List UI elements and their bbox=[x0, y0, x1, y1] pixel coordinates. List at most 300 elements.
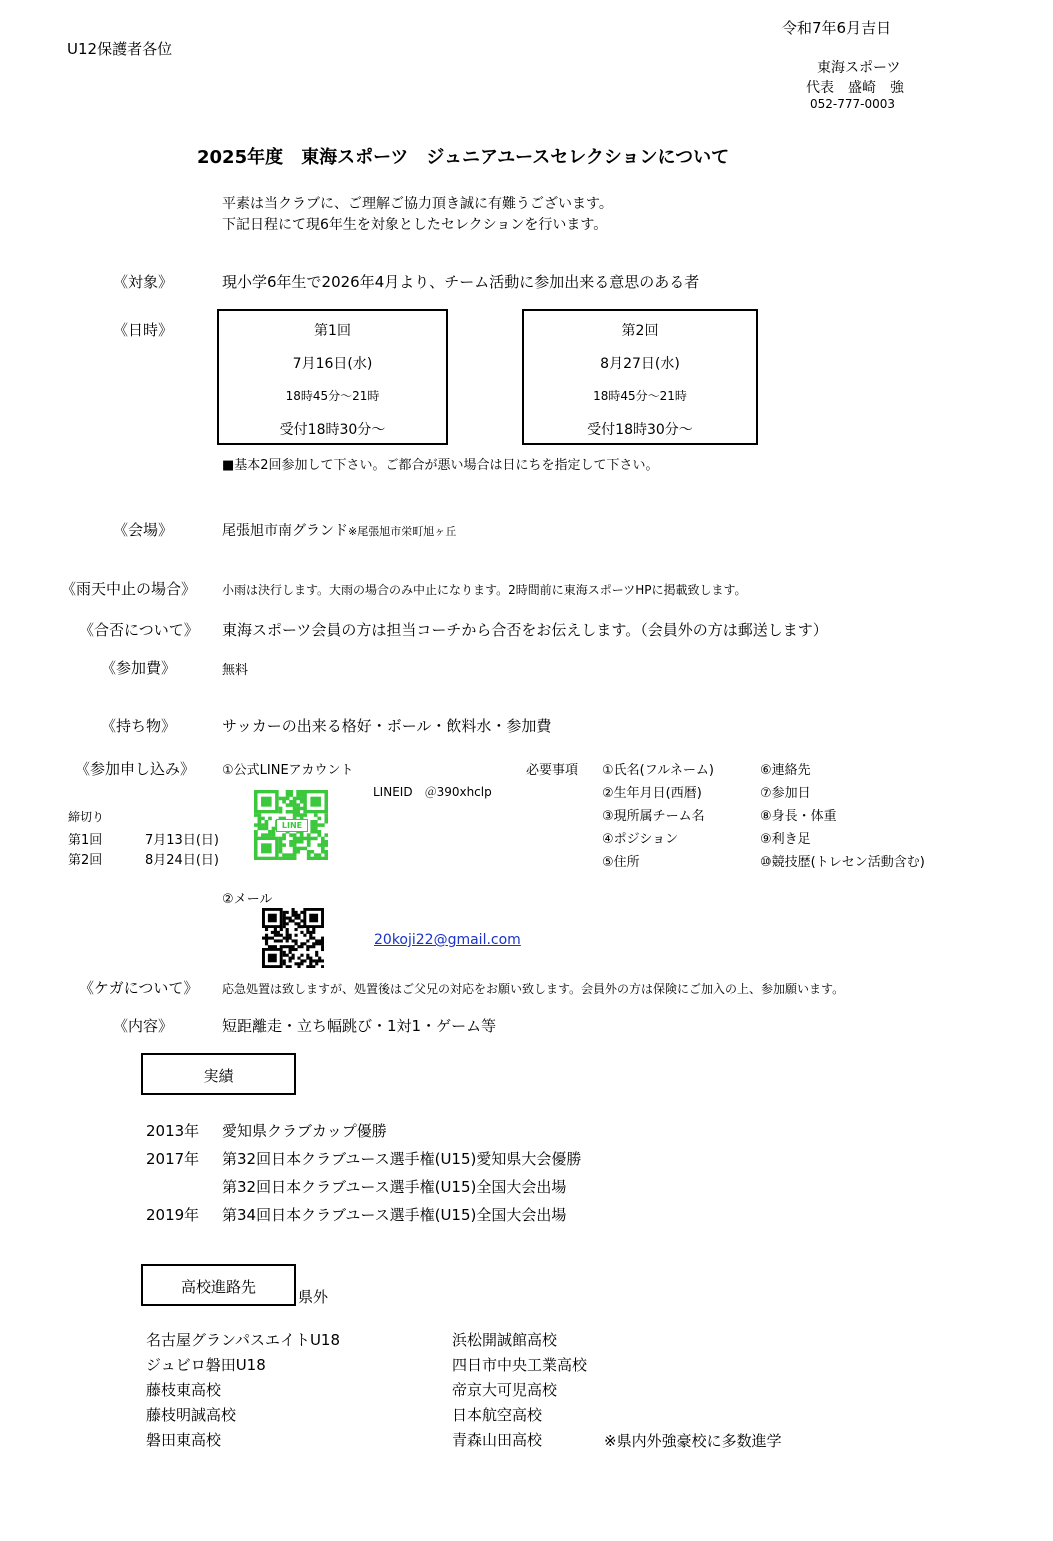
qr-finder bbox=[261, 797, 272, 807]
qr-module bbox=[300, 833, 304, 837]
session-2-box bbox=[522, 309, 758, 445]
required-item: ⑥連絡先 bbox=[760, 763, 811, 778]
qr-module bbox=[289, 951, 292, 954]
qr-module bbox=[300, 919, 303, 922]
qr-module bbox=[254, 823, 258, 827]
qr-module bbox=[286, 810, 290, 814]
qr-module bbox=[293, 800, 297, 804]
qr-module bbox=[282, 800, 286, 804]
qr-module bbox=[318, 959, 321, 962]
qr-module bbox=[293, 853, 297, 857]
qr-module bbox=[312, 965, 315, 968]
qr-module bbox=[306, 948, 309, 951]
qr-module bbox=[293, 847, 297, 851]
qr-module bbox=[261, 827, 265, 831]
qr-module bbox=[294, 928, 297, 931]
qr-module bbox=[282, 843, 286, 847]
qr-module bbox=[289, 937, 292, 940]
qr-module bbox=[321, 939, 324, 942]
qr-module bbox=[289, 793, 293, 797]
schedule-note: ■基本2回参加して下さい。ご都合が悪い場合は日にちを指定して下さい。 bbox=[222, 458, 659, 473]
qr-module bbox=[293, 857, 297, 860]
result-text: 東海スポーツ会員の方は担当コーチから合否をお伝えします。（会員外の方は郵送します） bbox=[222, 621, 828, 639]
page-title: 2025年度 東海スポーツ ジュニアユースセレクションについて bbox=[197, 147, 730, 168]
qr-module bbox=[315, 962, 318, 965]
qr-module bbox=[289, 800, 293, 804]
qr-module bbox=[258, 820, 262, 824]
qr-module bbox=[279, 797, 283, 801]
qr-module bbox=[294, 942, 297, 945]
qr-module bbox=[280, 934, 283, 937]
qr-module bbox=[289, 965, 292, 968]
qr-module bbox=[300, 800, 304, 804]
qr-module bbox=[283, 945, 286, 948]
qr-module bbox=[280, 939, 283, 942]
recipient: U12保護者各位 bbox=[67, 40, 173, 58]
qr-module bbox=[309, 959, 312, 962]
qr-module bbox=[286, 790, 290, 794]
qr-module bbox=[265, 820, 269, 824]
injury-label: 《ケガについて》 bbox=[79, 979, 199, 997]
qr-module bbox=[309, 934, 312, 937]
qr-module bbox=[283, 917, 286, 920]
qr-module bbox=[265, 928, 268, 931]
mail-label: ②メール bbox=[222, 892, 273, 907]
qr-module bbox=[286, 934, 289, 937]
qr-module bbox=[271, 937, 274, 940]
qr-module bbox=[268, 833, 272, 837]
fee-label: 《参加費》 bbox=[101, 659, 177, 677]
qr-module bbox=[307, 840, 311, 844]
qr-module bbox=[286, 853, 290, 857]
qr-module bbox=[272, 830, 276, 834]
schools-note: ※県内外強豪校に多数進学 bbox=[604, 1432, 782, 1450]
qr-module bbox=[300, 942, 303, 945]
qr-module bbox=[261, 817, 265, 821]
qr-module bbox=[297, 965, 300, 968]
deadline-1-round: 第1回 bbox=[68, 833, 103, 848]
qr-module bbox=[303, 847, 307, 851]
qr-module bbox=[307, 837, 311, 841]
qr-module bbox=[324, 813, 328, 817]
qr-module bbox=[277, 939, 280, 942]
achievement-text: 第32回日本クラブユース選手権(U15)全国大会出場 bbox=[222, 1178, 567, 1196]
qr-module bbox=[294, 939, 297, 942]
qr-module bbox=[265, 942, 268, 945]
qr-module bbox=[306, 931, 309, 934]
qr-module bbox=[289, 833, 293, 837]
qr-module bbox=[314, 813, 318, 817]
qr-module bbox=[321, 850, 325, 854]
qr-module bbox=[300, 959, 303, 962]
qr-module bbox=[321, 959, 324, 962]
line-account-label: ①公式LINEアカウント bbox=[222, 763, 354, 778]
qr-module bbox=[296, 850, 300, 854]
required-item: ⑤住所 bbox=[602, 855, 640, 870]
qr-module bbox=[294, 917, 297, 920]
qr-module bbox=[265, 827, 269, 831]
qr-module bbox=[321, 843, 325, 847]
mail-qr-code-icon[interactable] bbox=[262, 908, 324, 968]
qr-module bbox=[306, 957, 309, 960]
org-name: 東海スポーツ bbox=[817, 60, 901, 76]
qr-module bbox=[317, 853, 321, 857]
qr-module bbox=[282, 857, 286, 860]
qr-module bbox=[324, 820, 328, 824]
qr-module bbox=[274, 928, 277, 931]
qr-module bbox=[294, 962, 297, 965]
qr-module bbox=[315, 951, 318, 954]
qr-module bbox=[315, 942, 318, 945]
qr-module bbox=[294, 922, 297, 925]
session-2-name: 第2回 bbox=[621, 323, 659, 339]
qr-module bbox=[317, 857, 321, 860]
qr-module bbox=[303, 942, 306, 945]
qr-module bbox=[280, 945, 283, 948]
target-text: 現小学6年生で2026年4月より、チーム活動に参加出来る意思のある者 bbox=[222, 273, 700, 291]
qr-module bbox=[261, 823, 265, 827]
qr-module bbox=[318, 957, 321, 960]
qr-module bbox=[318, 939, 321, 942]
schools-sub-label: 県外 bbox=[298, 1288, 329, 1306]
qr-module bbox=[300, 954, 303, 957]
qr-module bbox=[289, 959, 292, 962]
qr-module bbox=[312, 945, 315, 948]
school-item: 帝京大可児高校 bbox=[452, 1381, 558, 1399]
phone-number: 052-777-0003 bbox=[810, 97, 896, 111]
qr-module bbox=[254, 813, 258, 817]
qr-module bbox=[310, 857, 314, 860]
qr-module bbox=[268, 945, 271, 948]
qr-module bbox=[289, 917, 292, 920]
required-item: ②生年月日(西暦) bbox=[602, 786, 702, 801]
qr-finder bbox=[309, 914, 318, 923]
qr-module bbox=[307, 853, 311, 857]
qr-module bbox=[279, 837, 283, 841]
qr-module bbox=[314, 827, 318, 831]
qr-module bbox=[296, 837, 300, 841]
qr-module bbox=[289, 810, 293, 814]
qr-module bbox=[294, 914, 297, 917]
qr-module bbox=[309, 931, 312, 934]
qr-module bbox=[282, 833, 286, 837]
qr-module bbox=[289, 853, 293, 857]
qr-module bbox=[286, 937, 289, 940]
deadline-2-date: 8月24日(日) bbox=[145, 853, 219, 868]
qr-module bbox=[310, 820, 314, 824]
qr-module bbox=[293, 813, 297, 817]
target-label: 《対象》 bbox=[113, 273, 174, 291]
achievement-year: 2013年 bbox=[146, 1122, 200, 1140]
required-item: ⑦参加日 bbox=[760, 786, 811, 801]
qr-module bbox=[289, 857, 293, 860]
qr-module bbox=[306, 928, 309, 931]
qr-module bbox=[296, 813, 300, 817]
qr-module bbox=[296, 797, 300, 801]
mail-qr-svg bbox=[262, 908, 324, 968]
qr-module bbox=[324, 850, 328, 854]
qr-module bbox=[272, 827, 276, 831]
content-label: 《内容》 bbox=[113, 1017, 174, 1035]
qr-module bbox=[303, 837, 307, 841]
school-item: 四日市中央工業高校 bbox=[452, 1356, 588, 1374]
qr-module bbox=[286, 793, 290, 797]
qr-module bbox=[279, 843, 283, 847]
qr-module bbox=[312, 937, 315, 940]
qr-module bbox=[283, 937, 286, 940]
qr-module bbox=[286, 928, 289, 931]
qr-module bbox=[279, 840, 283, 844]
qr-module bbox=[296, 807, 300, 811]
qr-module bbox=[310, 837, 314, 841]
qr-module bbox=[300, 807, 304, 811]
required-label: 必要事項 bbox=[526, 763, 579, 778]
school-item: 浜松開誠館高校 bbox=[452, 1331, 558, 1349]
qr-module bbox=[293, 797, 297, 801]
email-link[interactable]: 20koji22@gmail.com bbox=[374, 932, 521, 948]
qr-module bbox=[303, 934, 306, 937]
qr-module bbox=[272, 833, 276, 837]
qr-module bbox=[292, 948, 295, 951]
qr-module bbox=[310, 850, 314, 854]
required-item: ⑧身長・体重 bbox=[760, 809, 837, 824]
qr-module bbox=[258, 817, 262, 821]
fee-text: 無料 bbox=[222, 663, 249, 678]
qr-module bbox=[306, 945, 309, 948]
qr-module bbox=[312, 942, 315, 945]
schools-heading-box bbox=[141, 1264, 296, 1306]
qr-module bbox=[293, 803, 297, 807]
qr-module bbox=[321, 823, 325, 827]
items-text: サッカーの出来る格好・ボール・飲料水・参加費 bbox=[222, 717, 552, 735]
qr-module bbox=[324, 853, 328, 857]
representative: 代表 盛崎 強 bbox=[806, 80, 904, 96]
qr-module bbox=[265, 823, 269, 827]
qr-module bbox=[258, 827, 262, 831]
required-item: ③現所属チーム名 bbox=[602, 809, 705, 824]
venue-name: 尾張旭市南グランド bbox=[222, 523, 348, 539]
session-2-time: 18時45分～21時 bbox=[593, 389, 687, 403]
qr-module bbox=[300, 790, 304, 794]
qr-module bbox=[307, 850, 311, 854]
qr-module bbox=[309, 957, 312, 960]
qr-module bbox=[315, 939, 318, 942]
achievement-year: 2017年 bbox=[146, 1150, 200, 1168]
issue-date: 令和7年6月吉日 bbox=[782, 19, 892, 37]
qr-module bbox=[303, 959, 306, 962]
qr-module bbox=[286, 803, 290, 807]
qr-module bbox=[283, 959, 286, 962]
qr-module bbox=[283, 919, 286, 922]
qr-module bbox=[258, 823, 262, 827]
qr-module bbox=[292, 957, 295, 960]
qr-module bbox=[300, 925, 303, 928]
qr-module bbox=[268, 830, 272, 834]
qr-module bbox=[321, 965, 324, 968]
qr-module bbox=[321, 937, 324, 940]
qr-module bbox=[283, 911, 286, 914]
qr-module bbox=[294, 911, 297, 914]
qr-module bbox=[279, 847, 283, 851]
qr-module bbox=[279, 810, 283, 814]
session-1-time: 18時45分～21時 bbox=[285, 389, 380, 403]
required-item: ④ポジション bbox=[602, 832, 679, 847]
qr-module bbox=[274, 939, 277, 942]
result-label: 《合否について》 bbox=[79, 621, 199, 639]
qr-module bbox=[324, 833, 328, 837]
qr-module bbox=[294, 934, 297, 937]
qr-module bbox=[296, 847, 300, 851]
qr-module bbox=[265, 939, 268, 942]
qr-module bbox=[279, 850, 283, 854]
qr-module bbox=[292, 914, 295, 917]
qr-module bbox=[286, 911, 289, 914]
qr-module bbox=[307, 833, 311, 837]
qr-module bbox=[324, 840, 328, 844]
qr-module bbox=[300, 847, 304, 851]
qr-module bbox=[277, 931, 280, 934]
qr-module bbox=[300, 793, 304, 797]
qr-module bbox=[286, 954, 289, 957]
qr-module bbox=[280, 928, 283, 931]
session-1-date: 7月16日(水) bbox=[292, 356, 373, 372]
session-2-date: 8月27日(水) bbox=[600, 356, 680, 372]
qr-module bbox=[296, 803, 300, 807]
required-item: ①氏名(フルネーム) bbox=[602, 763, 714, 778]
school-item: 名古屋グランパスエイトU18 bbox=[146, 1331, 341, 1349]
qr-module bbox=[286, 857, 290, 860]
qr-module bbox=[274, 934, 277, 937]
qr-module bbox=[293, 833, 297, 837]
qr-module bbox=[324, 843, 328, 847]
qr-module bbox=[317, 843, 321, 847]
qr-module bbox=[286, 797, 290, 801]
qr-module bbox=[289, 803, 293, 807]
qr-module bbox=[321, 942, 324, 945]
qr-module bbox=[254, 830, 258, 834]
qr-module bbox=[286, 931, 289, 934]
qr-module bbox=[300, 840, 304, 844]
qr-module bbox=[271, 931, 274, 934]
venue-text bbox=[222, 520, 456, 540]
qr-module bbox=[279, 807, 283, 811]
school-item: ジュビロ磐田U18 bbox=[146, 1356, 266, 1374]
qr-module bbox=[283, 922, 286, 925]
qr-module bbox=[321, 840, 325, 844]
qr-module bbox=[289, 919, 292, 922]
qr-module bbox=[283, 914, 286, 917]
qr-module bbox=[317, 817, 321, 821]
qr-finder bbox=[261, 843, 272, 853]
qr-module bbox=[314, 820, 318, 824]
qr-module bbox=[297, 914, 300, 917]
qr-module bbox=[282, 797, 286, 801]
qr-module bbox=[300, 945, 303, 948]
qr-module bbox=[277, 934, 280, 937]
line-qr-code-icon[interactable] bbox=[254, 790, 328, 860]
qr-module bbox=[296, 790, 300, 794]
qr-module bbox=[283, 954, 286, 957]
qr-module bbox=[314, 823, 318, 827]
qr-module bbox=[294, 948, 297, 951]
qr-module bbox=[268, 937, 271, 940]
qr-module bbox=[307, 857, 311, 860]
session-1-box bbox=[217, 309, 448, 445]
intro-line-1: 平素は当クラブに、ご理解ご協力頂き誠に有難うございます。 bbox=[222, 196, 613, 212]
qr-module bbox=[321, 857, 325, 860]
line-id: LINEID ＠390xhclp bbox=[373, 785, 492, 799]
qr-module bbox=[297, 945, 300, 948]
qr-module bbox=[293, 843, 297, 847]
qr-module bbox=[282, 837, 286, 841]
qr-module bbox=[282, 853, 286, 857]
qr-module bbox=[300, 911, 303, 914]
qr-module bbox=[317, 823, 321, 827]
qr-module bbox=[312, 959, 315, 962]
qr-module bbox=[306, 965, 309, 968]
schedule-label: 《日時》 bbox=[113, 321, 174, 339]
qr-module bbox=[286, 945, 289, 948]
content-text: 短距離走・立ち幅跳び・1対1・ゲーム等 bbox=[222, 1017, 497, 1035]
qr-module bbox=[268, 817, 272, 821]
intro-line-2: 下記日程にて現6年生を対象としたセレクションを行います。 bbox=[222, 217, 608, 233]
deadline-1-date: 7月13日(日) bbox=[145, 833, 219, 848]
qr-module bbox=[296, 793, 300, 797]
line-badge: LINE bbox=[276, 819, 308, 832]
qr-module bbox=[293, 850, 297, 854]
school-item: 藤枝明誠高校 bbox=[146, 1406, 237, 1424]
qr-module bbox=[289, 948, 292, 951]
qr-module bbox=[265, 833, 269, 837]
qr-module bbox=[296, 810, 300, 814]
qr-module bbox=[314, 853, 318, 857]
qr-module bbox=[283, 951, 286, 954]
qr-module bbox=[289, 957, 292, 960]
achievements-heading: 実績 bbox=[203, 1067, 234, 1085]
qr-module bbox=[314, 857, 318, 860]
qr-module bbox=[306, 939, 309, 942]
achievement-text: 第32回日本クラブユース選手権(U15)愛知県大会優勝 bbox=[222, 1150, 582, 1168]
qr-module bbox=[314, 830, 318, 834]
school-item: 青森山田高校 bbox=[452, 1431, 543, 1449]
qr-module bbox=[292, 919, 295, 922]
qr-module bbox=[300, 931, 303, 934]
qr-module bbox=[286, 965, 289, 968]
qr-module bbox=[293, 837, 297, 841]
qr-module bbox=[297, 957, 300, 960]
qr-module bbox=[321, 945, 324, 948]
qr-module bbox=[310, 823, 314, 827]
qr-module bbox=[283, 925, 286, 928]
qr-module bbox=[317, 833, 321, 837]
qr-module bbox=[296, 840, 300, 844]
qr-module bbox=[274, 931, 277, 934]
qr-module bbox=[297, 922, 300, 925]
qr-module bbox=[309, 965, 312, 968]
qr-module bbox=[300, 813, 304, 817]
deadline-label: 締切り bbox=[68, 810, 105, 824]
school-item: 日本航空高校 bbox=[452, 1406, 543, 1424]
qr-module bbox=[293, 840, 297, 844]
qr-module bbox=[324, 817, 328, 821]
qr-module bbox=[258, 813, 262, 817]
qr-module bbox=[300, 837, 304, 841]
school-item: 磐田東高校 bbox=[146, 1431, 222, 1449]
venue-label: 《会場》 bbox=[113, 521, 174, 539]
qr-module bbox=[292, 908, 295, 911]
qr-module bbox=[312, 931, 315, 934]
qr-module bbox=[314, 837, 318, 841]
